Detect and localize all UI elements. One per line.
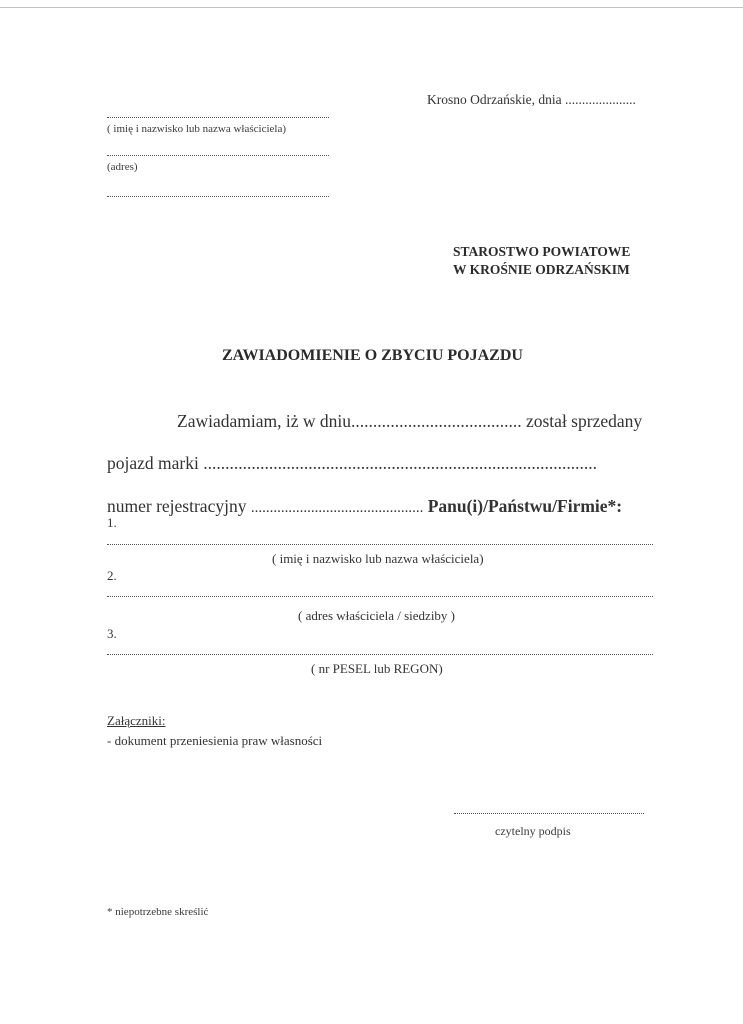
field-3-number: 3. — [107, 626, 117, 641]
body-line-2-start: pojazd marki — [107, 453, 199, 473]
body-line-3 — [107, 496, 622, 517]
body-line-1-start: Zawiadamiam, iż w dniu — [177, 411, 351, 431]
owner-name-caption: ( imię i nazwisko lub nazwa właściciela) — [107, 123, 286, 135]
registration-dots: .............................................. — [250, 500, 424, 516]
field-1-line — [107, 544, 653, 545]
field-3-caption: ( nr PESEL lub REGON) — [311, 661, 443, 676]
body-line-1 — [177, 411, 642, 432]
recipient-line-1: STAROSTWO POWIATOWE — [453, 244, 631, 259]
signature-line — [454, 813, 644, 814]
field-2-line — [107, 596, 653, 597]
field-1-caption: ( imię i nazwisko lub nazwa właściciela) — [272, 551, 484, 566]
field-3-line — [107, 654, 653, 655]
field-2-number: 2. — [107, 568, 117, 583]
place-date: Krosno Odrzańskie, dnia ..................... — [427, 92, 636, 107]
vehicle-make-dots: .......................................................................................... — [203, 453, 597, 473]
recipient-line-2: W KROŚNIE ODRZAŃSKIM — [453, 262, 630, 277]
address-caption: (adres) — [107, 161, 138, 173]
attachments-heading: Załączniki: — [107, 713, 166, 728]
address-line-1 — [107, 155, 329, 156]
scan-edge-line — [0, 7, 743, 8]
field-2-caption: ( adres właściciela / siedziby ) — [298, 608, 456, 623]
sale-date-dots: ....................................... — [350, 411, 522, 431]
body-line-3-start: numer rejestracyjny — [107, 496, 247, 516]
buyer-label: Panu(i)/Państwu/Firmie*: — [427, 496, 623, 516]
signature-caption: czytelny podpis — [495, 824, 571, 838]
document-title: ZAWIADOMIENIE O ZBYCIU POJAZDU — [222, 347, 523, 364]
body-line-2 — [107, 453, 597, 474]
body-line-1-end: został sprzedany — [525, 411, 643, 431]
owner-name-line — [107, 117, 329, 118]
attachments-item: - dokument przeniesienia praw własności — [107, 733, 323, 748]
footnote: * niepotrzebne skreślić — [107, 906, 209, 918]
address-line-2 — [107, 196, 329, 197]
field-1-number: 1. — [107, 515, 117, 530]
